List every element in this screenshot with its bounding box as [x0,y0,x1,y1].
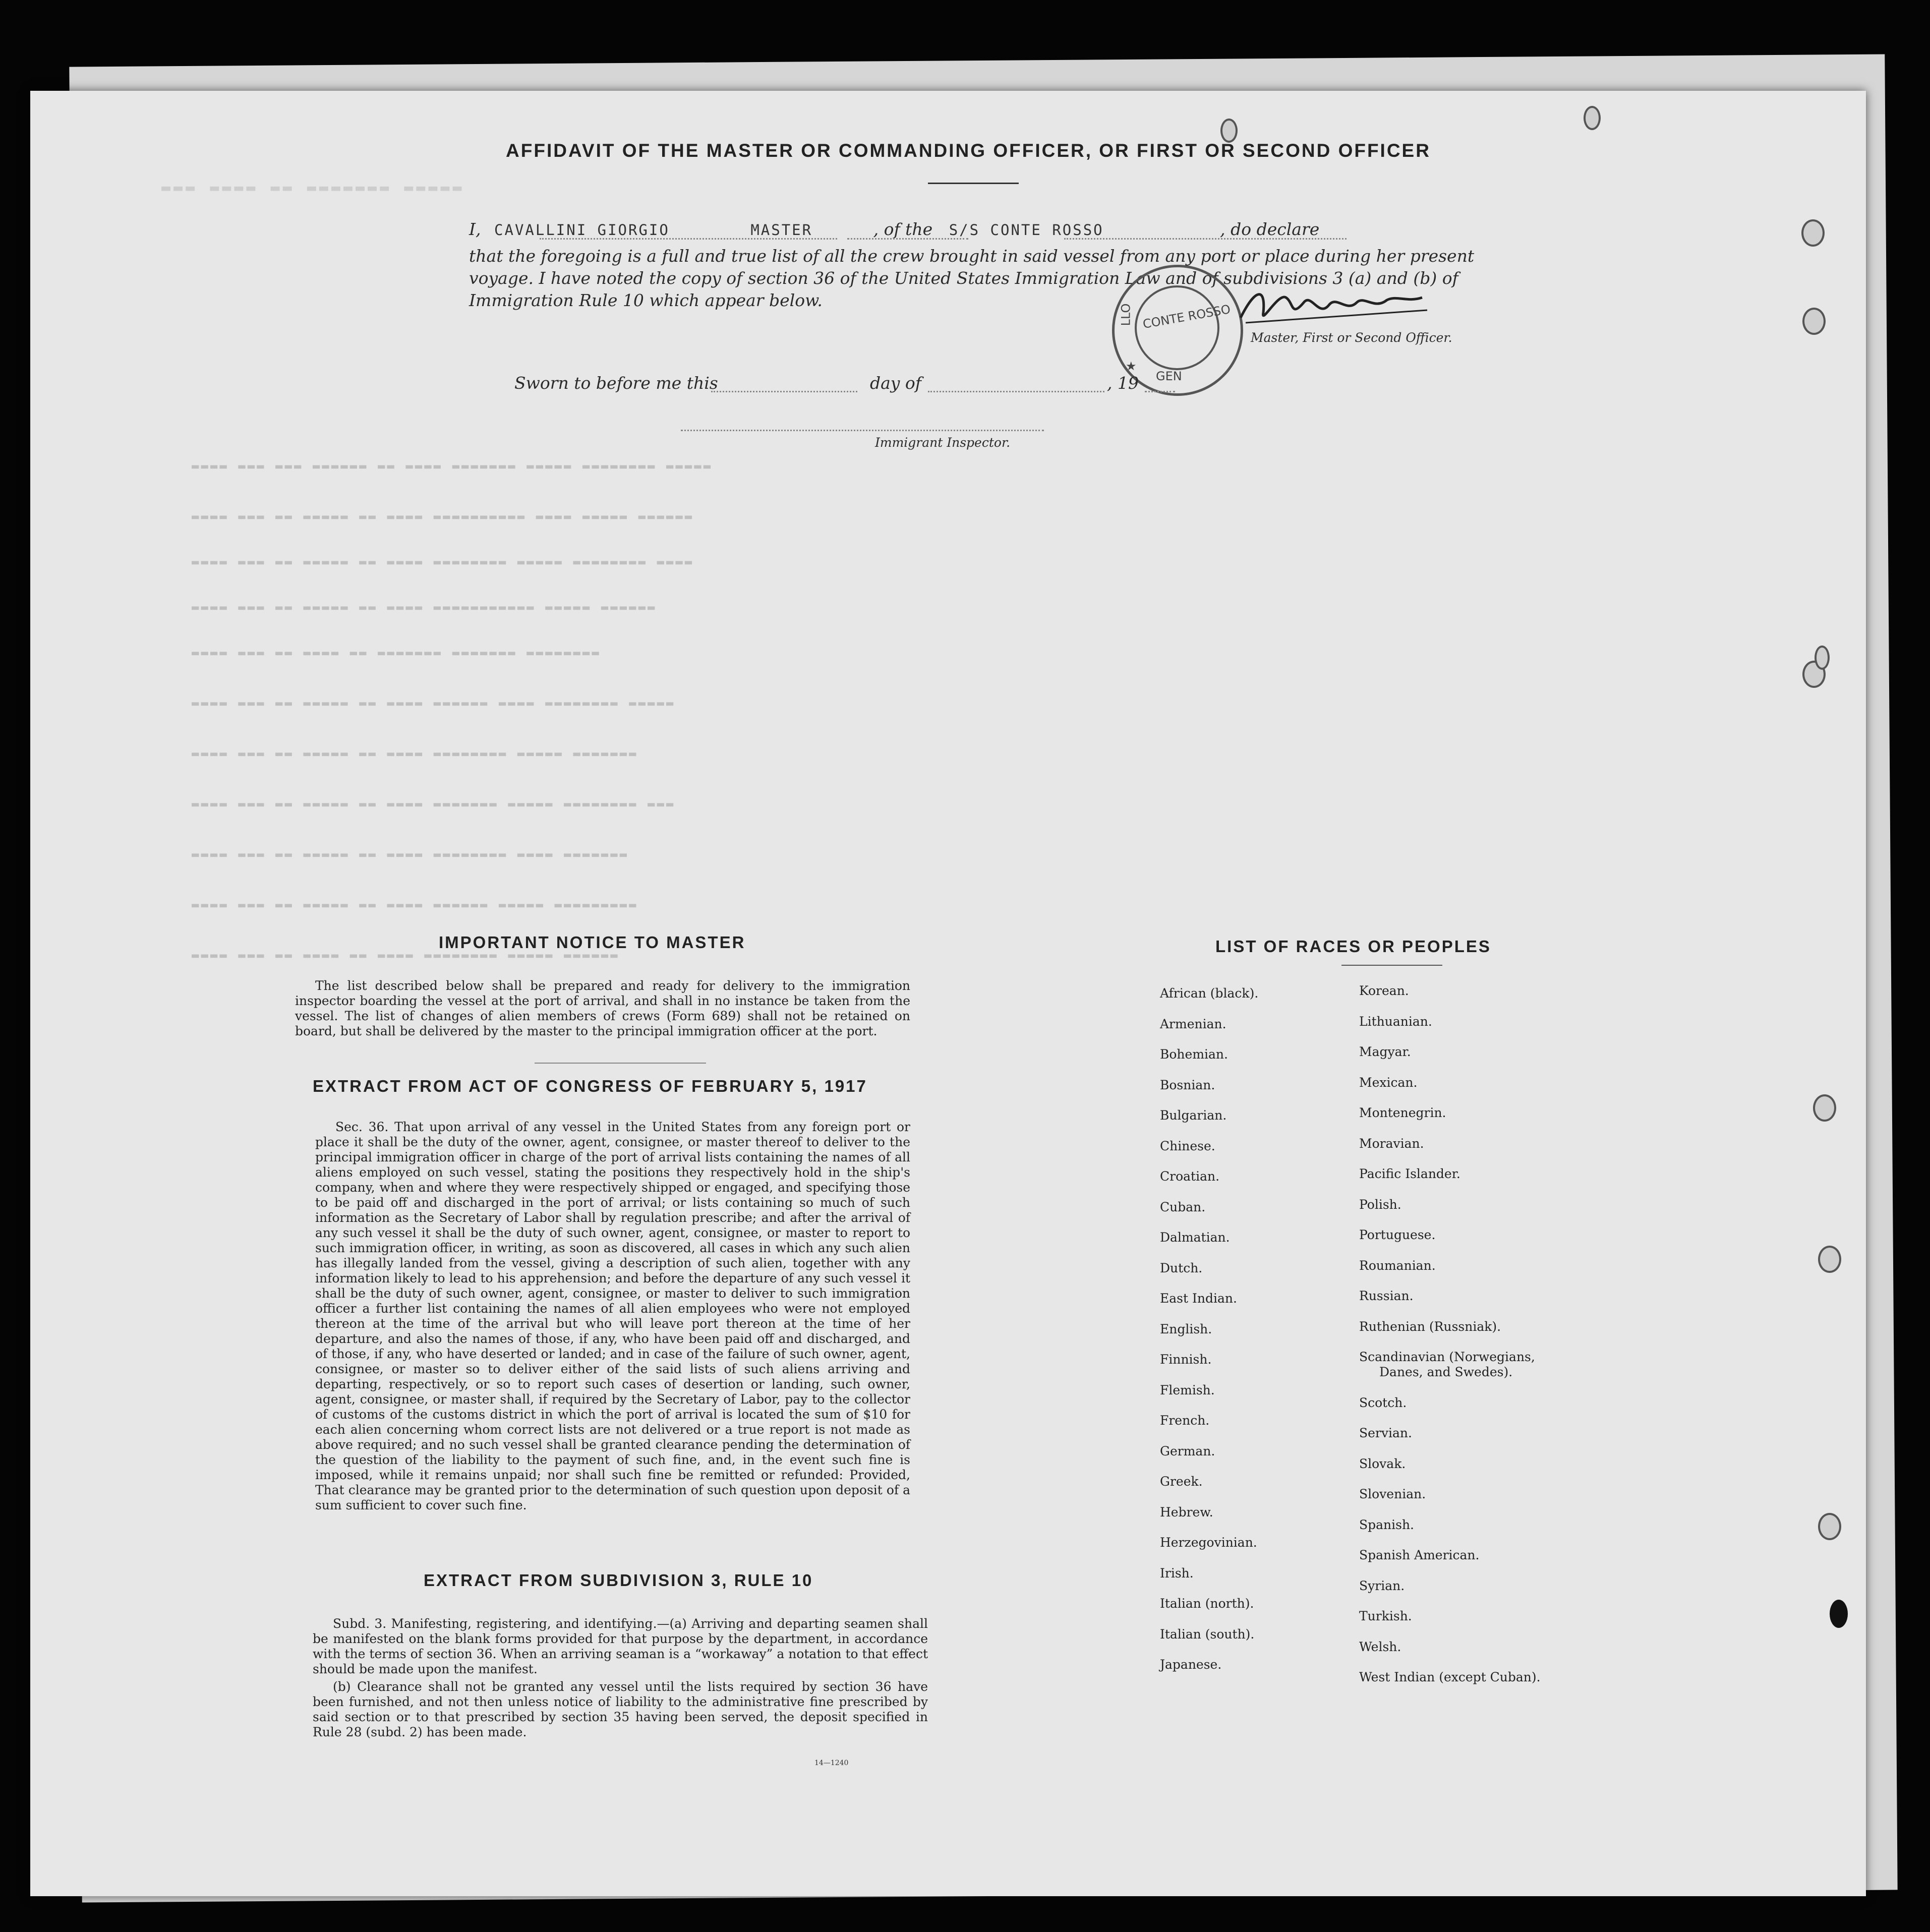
bleed-through: ▬▬▬ ▬▬▬▬ ▬▬ ▬▬▬▬▬▬▬ ▬▬▬▬▬ [161,179,465,197]
race-item: Herzegovinian. [1160,1535,1257,1550]
binder-hole [1220,119,1238,143]
notice-text: The list described below shall be prepared and ready for delivery to the immigration inspector boarding the vessel at the port of arrival, and shall in no instance be taken from the vessel. The list of changes of alien members of crews (Form 689) shall not be retained on board, but shall be delivered by the master to the principal immigration officer at the port. [295,978,910,1038]
sworn-day-underline [711,391,857,392]
race-item: Italian (south). [1160,1626,1255,1642]
binder-hole [1818,1246,1841,1273]
bleed-through: ▬▬▬▬ ▬▬▬ ▬▬ ▬▬▬▬▬ ▬▬ ▬▬▬▬ ▬▬▬▬▬▬▬▬ ▬▬▬▬▬ ▬▬▬▬▬▬▬▬ ▬▬▬▬ [192,555,694,569]
race-item: Portuguese. [1359,1227,1436,1242]
sworn-year-underline [1145,391,1175,392]
rule-text-b: (b) Clearance shall not be granted any vessel until the lists required by section 36 have been furnished, and not then unless notice of liability to the administrative fine prescribed by said section or to that prescribed by section 35 having been served, the deposit specified in Rule 28 (subd. 2) has been made. [313,1679,928,1739]
race-item: Russian. [1359,1289,1414,1303]
race-item: Japanese. [1160,1657,1222,1672]
binder-hole [1830,1600,1848,1628]
race-item: African (black). [1160,986,1259,1001]
affidavit-heading: AFFIDAVIT OF THE MASTER OR COMMANDING OFFICER, OR FIRST OR SECOND OFFICER [506,140,1431,161]
race-item: Montenegrin. [1359,1105,1446,1120]
race-item: Scandinavian (Norwegians, [1359,1350,1535,1364]
race-item: Syrian. [1359,1578,1405,1593]
race-item: Italian (north). [1160,1596,1254,1611]
master-rank: MASTER [750,221,813,239]
race-item: Roumanian. [1359,1258,1436,1273]
bleed-through: ▬▬▬▬ ▬▬▬ ▬▬ ▬▬▬▬ ▬▬ ▬▬▬▬▬▬▬ ▬▬▬▬▬▬▬ ▬▬▬▬▬▬▬▬ [192,646,601,660]
binder-hole [1584,106,1601,130]
race-item: Bohemian. [1160,1047,1228,1062]
race-item: French. [1160,1413,1210,1428]
sworn-month-underline [928,391,1104,392]
race-item: Chinese. [1160,1138,1215,1153]
race-item: Servian. [1359,1426,1412,1440]
notice-heading: IMPORTANT NOTICE TO MASTER [439,933,746,952]
sworn-year-label: , 19 [1107,373,1139,393]
heading-rule [928,183,1019,184]
stamp-text-top: CONTE ROSSO [1141,302,1232,332]
race-item: Slovak. [1359,1456,1406,1471]
sworn-prefix: Sworn to before me this [514,373,718,393]
master-signature [1236,282,1437,333]
act-heading: EXTRACT FROM ACT OF CONGRESS OF FEBRUARY 5, 1917 [313,1077,867,1095]
bleed-through: ▬▬▬▬ ▬▬▬ ▬▬ ▬▬▬▬▬ ▬▬ ▬▬▬▬ ▬▬▬▬▬▬▬▬ ▬▬▬▬ ▬▬▬▬▬▬▬ [192,847,629,861]
declaration-line-1 [469,219,1319,239]
sworn-day-label: day of [870,373,922,393]
bleed-through: ▬▬▬▬ ▬▬▬ ▬▬ ▬▬▬▬▬ ▬▬ ▬▬▬▬ ▬▬▬▬▬▬ ▬▬▬▬ ▬▬▬▬▬▬▬▬ ▬▬▬▬▬ [192,696,676,710]
race-item: Polish. [1359,1197,1401,1212]
race-item: Spanish American. [1359,1548,1480,1562]
race-item: Welsh. [1359,1639,1401,1654]
rule-text-a: Subd. 3. Manifesting, registering, and identifying.—(a) Arriving and departing seamen shall be manifested on the blank forms provided for that purpose by the department, in accordance with the terms of section 36. When an arriving seaman is a “workaway” a notation to that effect should be made upon the manifest. [313,1616,928,1676]
race-item: Cuban. [1160,1199,1206,1214]
races-rule [1341,965,1442,966]
race-item: Bosnian. [1160,1077,1215,1092]
notice-rule [535,1063,706,1064]
declaration-line-2: that the foregoing is a full and true list of all the crew brought in said vessel from any port or place during her present [469,246,1475,266]
inspector-caption: Immigrant Inspector. [875,435,1011,450]
race-item: Mexican. [1359,1075,1418,1090]
inspector-underline [681,430,1044,431]
race-item: German. [1160,1443,1215,1458]
race-item: English. [1160,1321,1212,1336]
race-item: Danes, and Swedes). [1379,1365,1513,1379]
race-item: East Indian. [1160,1291,1237,1306]
rule-heading: EXTRACT FROM SUBDIVISION 3, RULE 10 [424,1571,813,1590]
binder-hole [1813,1094,1836,1122]
race-item: Turkish. [1359,1609,1412,1623]
bleed-through: ▬▬▬▬ ▬▬▬ ▬▬ ▬▬▬▬▬ ▬▬ ▬▬▬▬ ▬▬▬▬▬▬▬▬▬▬▬ ▬▬▬▬▬ ▬▬▬▬▬▬ [192,600,657,614]
race-item: Finnish. [1160,1352,1212,1367]
master-name: CAVALLINI GIORGIO [494,221,670,239]
race-item: West Indian (except Cuban). [1359,1670,1541,1684]
declaration-line-4: Immigration Rule 10 which appear below. [469,290,823,310]
do-declare-label: , do declare [1220,219,1320,239]
stamp-text-bottom: GEN [1156,369,1182,383]
bleed-through: ▬▬▬▬ ▬▬▬ ▬▬▬ ▬▬▬▬▬▬ ▬▬ ▬▬▬▬ ▬▬▬▬▬▬▬ ▬▬▬▬▬ ▬▬▬▬▬▬▬▬ ▬▬▬▬▬ [192,459,713,473]
stamp-star-icon: ★ [1126,359,1137,373]
binder-hole [1815,646,1830,670]
race-item: Hebrew. [1160,1504,1213,1519]
vessel-name: S/S CONTE ROSSO [949,221,1104,239]
declaration-prefix: I, [469,219,481,239]
race-item: Moravian. [1359,1136,1424,1151]
vessel-underline [1064,238,1347,240]
race-item: Spanish. [1359,1517,1415,1532]
binder-hole [1818,1513,1841,1540]
race-item: Korean. [1359,983,1409,998]
of-the-label: , of the [873,219,933,239]
race-item: Slovenian. [1359,1487,1426,1501]
signature-caption: Master, First or Second Officer. [1251,330,1452,345]
bleed-through: ▬▬▬▬ ▬▬▬ ▬▬ ▬▬▬▬▬ ▬▬ ▬▬▬▬ ▬▬▬▬▬▬▬▬▬▬ ▬▬▬▬ ▬▬▬▬▬ ▬▬▬▬▬▬ [192,509,694,523]
race-item: Croatian. [1160,1169,1220,1184]
race-item: Magyar. [1359,1044,1411,1059]
race-item: Flemish. [1160,1382,1215,1397]
race-item: Greek. [1160,1474,1203,1489]
race-item: Pacific Islander. [1359,1166,1460,1181]
form-number: 14—1240 [814,1759,849,1767]
name-underline [540,238,837,240]
races-heading: LIST OF RACES OR PEOPLES [1215,937,1491,956]
rank-underline [847,238,968,240]
race-item: Lithuanian. [1359,1014,1432,1029]
binder-hole [1802,308,1826,335]
race-item: Dutch. [1160,1260,1203,1275]
bleed-through: ▬▬▬▬ ▬▬▬ ▬▬ ▬▬▬▬ ▬▬ ▬▬▬▬ ▬▬▬▬▬▬▬▬ ▬▬▬▬▬ ▬▬▬▬▬▬ [192,948,620,962]
race-item: Irish. [1160,1565,1194,1580]
race-item: Bulgarian. [1160,1108,1227,1123]
binder-hole [1801,219,1825,247]
stamp-text-left: LLO [1119,303,1133,326]
race-item: Armenian. [1160,1016,1226,1031]
declaration-line-3: voyage. I have noted the copy of section 36 of the United States Immigration Law and of subdivisions 3 (a) and (b) of [469,268,1458,288]
bleed-through: ▬▬▬▬ ▬▬▬ ▬▬ ▬▬▬▬▬ ▬▬ ▬▬▬▬ ▬▬▬▬▬▬▬▬ ▬▬▬▬▬ ▬▬▬▬▬▬▬ [192,746,638,760]
race-item: Dalmatian. [1160,1230,1230,1245]
act-text: Sec. 36. That upon arrival of any vessel in the United States from any foreign port or place it shall be the duty of the owner, agent, consignee, or master thereof to deliver to the principal immigration officer in charge of the port of arrival lists containing the names of all aliens employed on such vessel, stating the positions they respectively hold in the ship's company, when and where they were respectively shipped or engaged, and specifying those to be paid off and discharged in the port of arrival; or lists containing so much of such information as the Secretary of Labor shall by regulation prescribe; and after the arrival of any such vessel it shall be the duty of such owner, agent, consignee, or master to report to such immigration officer, in writing, as soon as discovered, all cases in which any such alien has illegally landed from the vessel, giving a description of such alien, together with any information likely to lead to his apprehension; and before the departure of any such vessel it shall be the duty of such owner, agent, consignee, or master to deliver to such immigration officer a further list containing the names of all alien employees who were not employed thereon at the time of the arrival but who will leave port thereon at the time of her departure, and also the names of those, if any, who have been paid off and discharged, and of those, if any, who have deserted or landed; and in case of the failure of such owner, agent, consignee, or master so to deliver either of the said lists of such aliens arriving and departing, respectively, or so to report such cases of desertion or landing, such owner, agent, consignee, or master shall, if required by the Secretary of Labor, pay to the collector of customs of the customs district in which the port of arrival is located the sum of $10 for each alien concerning whom correct lists are not delivered or a true report is not made as above required; and no such vessel shall be granted clearance pending the determination of the question of the liability to the payment of such fine, and, in the event such fine is imposed, while it remains unpaid; nor shall such fine be remitted or refunded: Provided, That clearance may be granted prior to the determination of such question upon deposit of a sum sufficient to cover such fine. [315,1120,910,1512]
bleed-through: ▬▬▬▬ ▬▬▬ ▬▬ ▬▬▬▬▬ ▬▬ ▬▬▬▬ ▬▬▬▬▬▬ ▬▬▬▬▬ ▬▬▬▬▬▬▬▬▬ [192,898,638,912]
race-item: Ruthenian (Russniak). [1359,1319,1501,1334]
manifest-page [30,91,1866,1896]
race-item: Scotch. [1359,1395,1407,1410]
bleed-through: ▬▬▬▬ ▬▬▬ ▬▬ ▬▬▬▬▬ ▬▬ ▬▬▬▬ ▬▬▬▬▬▬▬ ▬▬▬▬▬ ▬▬▬▬▬▬▬▬ ▬▬▬ [192,797,676,811]
